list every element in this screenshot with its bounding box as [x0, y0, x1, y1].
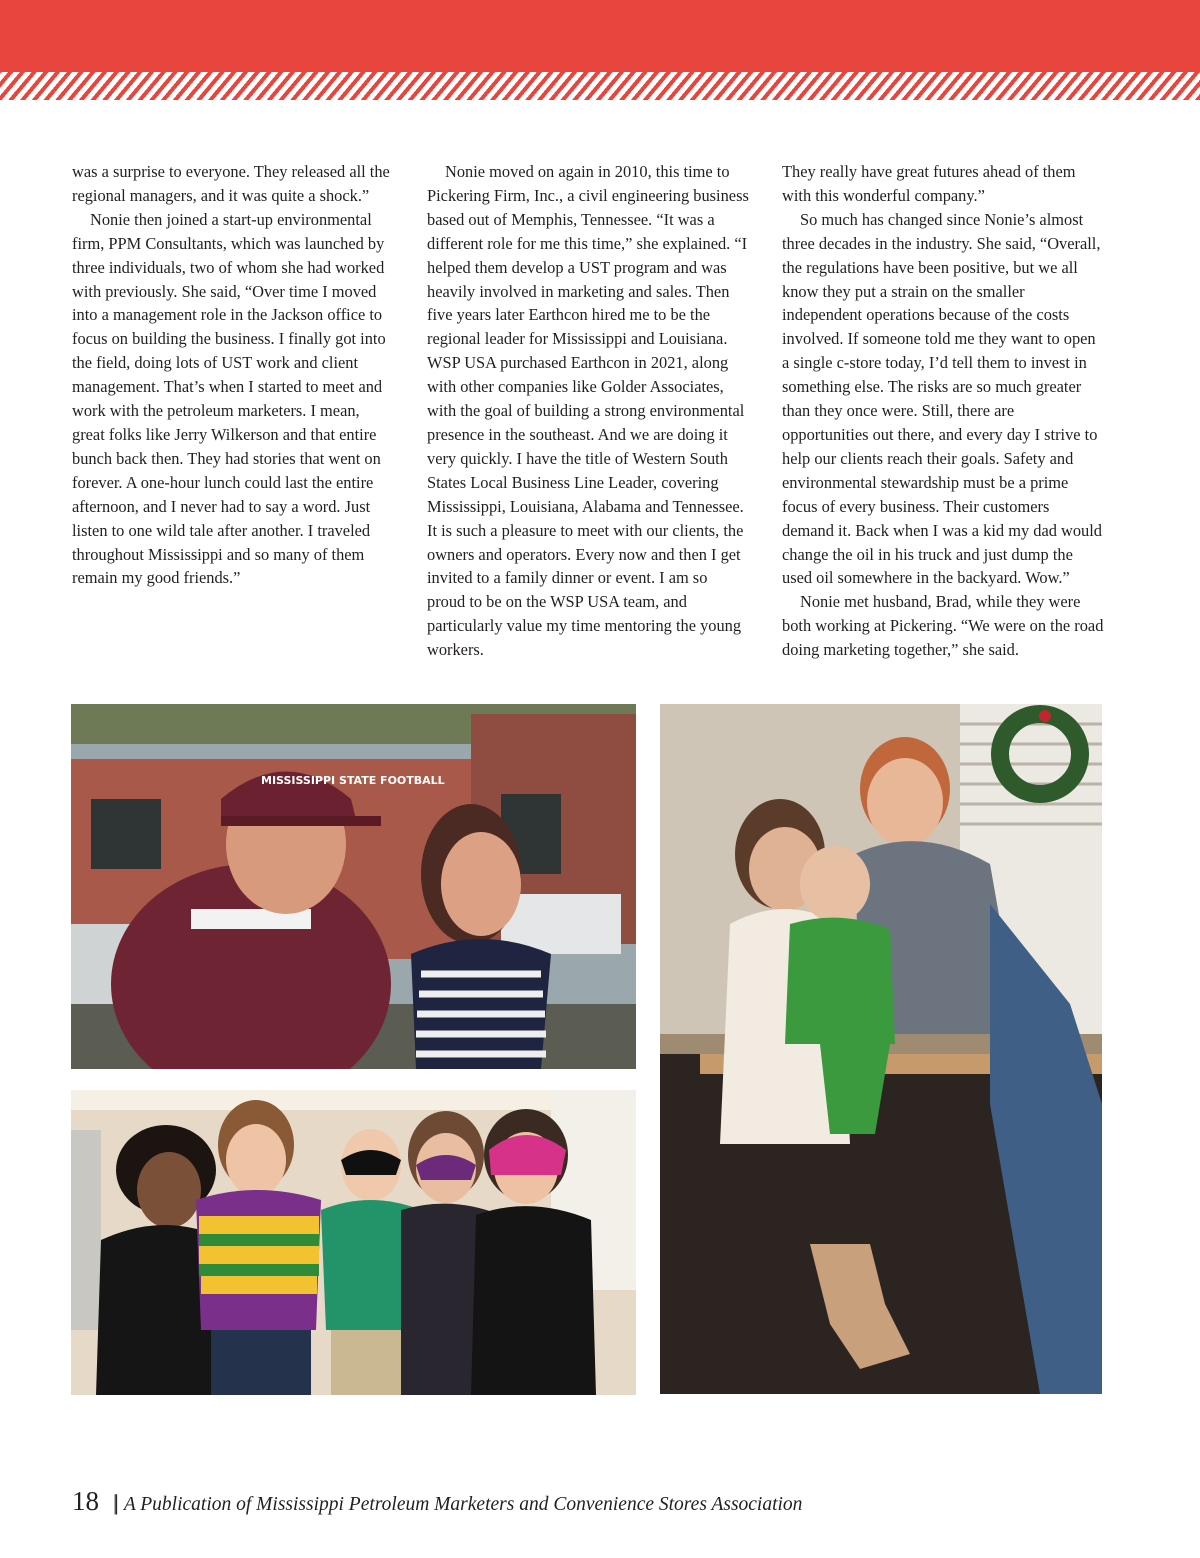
article-column-3: [782, 160, 1104, 662]
photo-mardi-gras-group: [71, 1090, 636, 1395]
article-column-2: [427, 160, 749, 662]
photo-grandchildren: [660, 704, 1102, 1394]
header-stripe-border: [0, 72, 1200, 100]
header-color-band: [0, 0, 1200, 72]
photo-couple-outdoors: [71, 704, 636, 1069]
paragraph: Nonie moved on again in 2010, this time to Pickering Firm, Inc., a civil engineering business based out of Memphis, Tennessee. “It was a different role for me this time,” she explained. “I helped them develop a UST program and was heavily involved in marketing and sales. Then five years later Earthcon hired me to be the regional leader for Mississippi and Louisiana. WSP USA purchased Earthcon in 2021, along with other companies like Golder Associates, with the goal of building a strong environmental presence in the southeast. And we are doing it very quickly. I have the title of Western South States Local Business Line Leader, covering Mississippi, Louisiana, Alabama and Tennessee. It is such a pleasure to meet with our clients, the owners and operators. Every now and then I get invited to a family dinner or event. I am so proud to be on the WSP USA team, and particularly value my time mentoring the young workers.: [427, 162, 749, 660]
paragraph: Nonie met husband, Brad, while they were both working at Pickering. “We were on the road doing marketing together,” she said.: [782, 592, 1104, 660]
paragraph: was a surprise to everyone. They released all the regional managers, and it was quite a shock.”: [72, 162, 390, 205]
publication-name: A Publication of Mississippi Petroleum Marketers and Convenience Stores Association: [123, 1494, 803, 1515]
paragraph: Nonie then joined a start-up environmental firm, PPM Consultants, which was launched by three individuals, two of whom she had worked with previously. She said, “Over time I moved into a management role in the Jackson office to focus on building the business. I finally got into the field, doing lots of UST work and client management. That’s when I started to meet and work with the petroleum marketers. I mean, great folks like Jerry Wilkerson and that entire bunch back then. They had stories that went on forever. A one-hour lunch could last the entire afternoon, and I never had to say a word. Just listen to one wild tale after another. I traveled throughout Mississippi and so many of them remain my good friends.”: [72, 209, 386, 588]
paragraph: So much has changed since Nonie’s almost three decades in the industry. She said, “Overall, the regulations have been positive, but we all know they put a strain on the smaller independent operations because of the costs involved. If someone told me they want to open a single c-store today, I’d tell them to invest in something else. The risks are so much greater than they once were. Still, there are opportunities out there, and every day I strive to help our clients reach their goals. Safety and environmental stewardship must be a prime focus of every business. Their customers demand it. Back when I was a kid my dad would change the oil in his truck and just dump the used oil somewhere in the backyard. Wow.”: [782, 209, 1103, 588]
page-number: 18: [72, 1486, 99, 1516]
article-column-1: [72, 160, 394, 590]
paragraph: They really have great futures ahead of them with this wonderful company.”: [782, 162, 1076, 205]
page-footer: [72, 1486, 802, 1520]
footer-separator: ||: [113, 1490, 116, 1515]
cap-text: MISSISSIPPI STATE FOOTBALL: [261, 774, 445, 787]
